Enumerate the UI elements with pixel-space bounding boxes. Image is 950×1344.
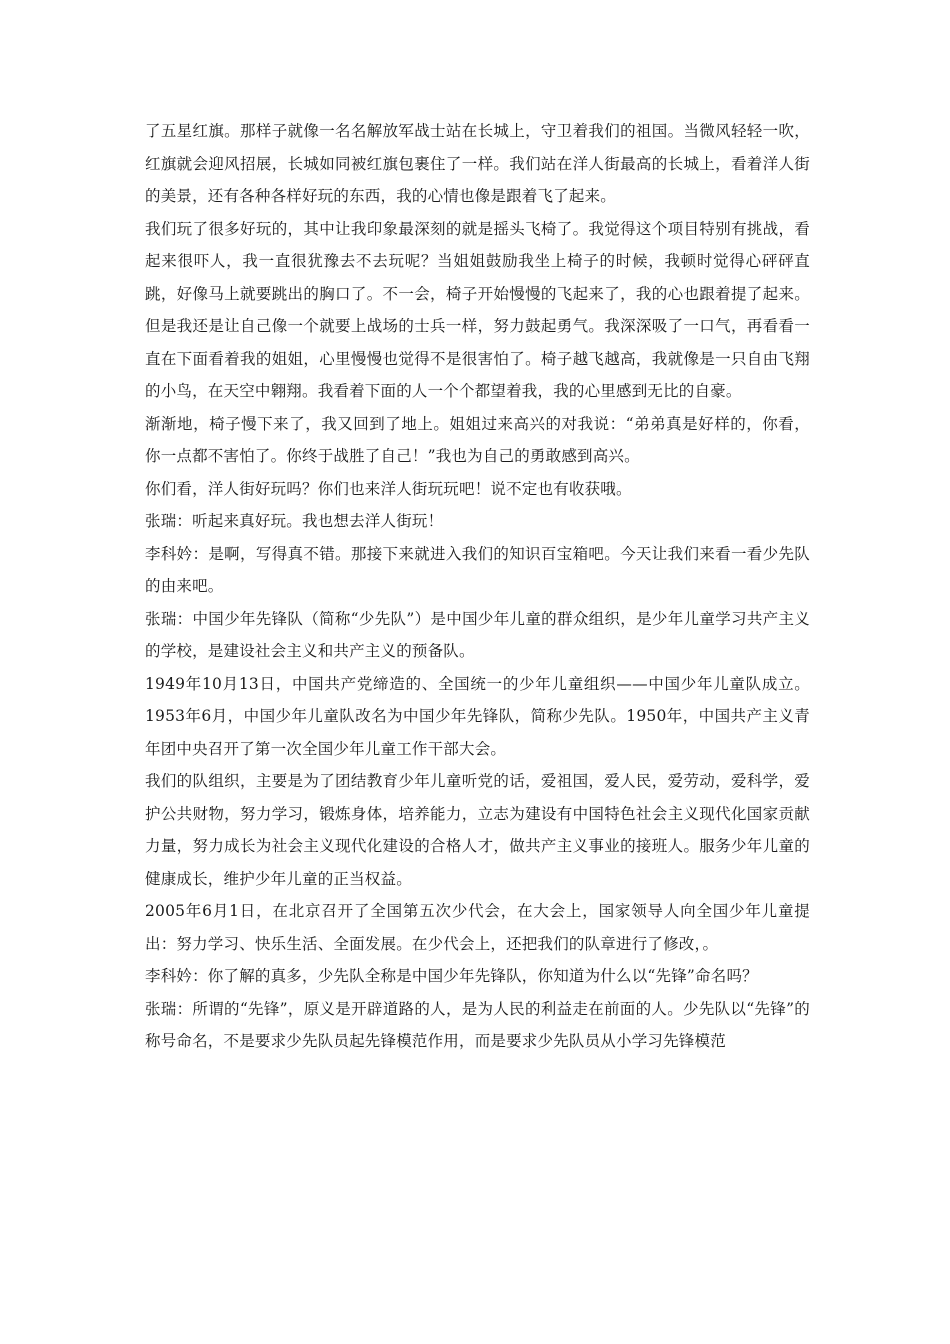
dialogue-line: 张瑞：中国少年先锋队（简称“少先队”）是中国少年儿童的群众组织，是少年儿童学习共产主义的学校，是建设社会主义和共产主义的预备队。: [145, 609, 810, 660]
paragraph: 了五星红旗。那样子就像一名名解放军战士站在长城上，守卫着我们的祖国。当微风轻轻一吹，红旗就会迎风招展，长城如同被红旗包裹住了一样。我们站在洋人街最高的长城上，看着洋人街的美景，还有各种各样好玩的东西，我的心情也像是跟着飞了起来。: [145, 122, 810, 205]
dialogue-line: 李科妗：你了解的真多，少先队全称是中国少年先锋队，你知道为什么以“先锋”命名吗？: [145, 967, 758, 985]
document-body: [145, 115, 810, 1058]
paragraph: 我们玩了很多好玩的，其中让我印象最深刻的就是摇头飞椅了。我觉得这个项目特别有挑战，看起来很吓人，我一直很犹豫去不去玩呢？当姐姐鼓励我坐上椅子的时候，我顿时觉得心砰砰直跳，好像马上就要跳出的胸口了。不一会，椅子开始慢慢的飞起来了，我的心也跟着提了起来。但是我还是让自己像一个就要上战场的士兵一样，努力鼓起勇气。我深深吸了一口气，再看看一直在下面看着我的姐姐，心里慢慢也觉得不是很害怕了。椅子越飞越高，我就像是一只自由飞翔的小鸟，在天空中翱翔。我看着下面的人一个个都望着我，我的心里感到无比的自豪。: [145, 219, 810, 400]
paragraph: 渐渐地，椅子慢下来了，我又回到了地上。姐姐过来高兴的对我说：“弟弟真是好样的，你看，你一点都不害怕了。你终于战胜了自己！”我也为自己的勇敢感到高兴。: [145, 414, 810, 465]
paragraph: 1949年10月13日，中国共产党缔造的、全国统一的少年儿童组织——中国少年儿童队成立。1953年6月，中国少年儿童队改名为中国少年先锋队，简称少先队。1950年，中国共产主义青年团中央召开了第一次全国少年儿童工作干部大会。: [145, 674, 810, 758]
paragraph: 2005年6月1日，在北京召开了全国第五次少代会，在大会上，国家领导人向全国少年儿童提出：努力学习、快乐生活、全面发展。在少代会上，还把我们的队章进行了修改，。: [145, 902, 810, 953]
dialogue-line: 李科妗：是啊，写得真不错。那接下来就进入我们的知识百宝箱吧。今天让我们来看一看少先队的由来吧。: [145, 544, 810, 595]
paragraph: 我们的队组织，主要是为了团结教育少年儿童听党的话，爱祖国，爱人民，爱劳动，爱科学，爱护公共财物，努力学习，锻炼身体，培养能力，立志为建设有中国特色社会主义现代化国家贡献力量，努力成长为社会主义现代化建设的合格人才，做共产主义事业的接班人。服务少年儿童的健康成长，维护少年儿童的正当权益。: [145, 772, 810, 888]
paragraph: 你们看，洋人街好玩吗？你们也来洋人街玩玩吧！说不定也有收获哦。: [145, 479, 632, 498]
dialogue-line: 张瑞：所谓的“先锋”，原义是开辟道路的人，是为人民的利益走在前面的人。少先队以“先锋”的称号命名，不是要求少先队员起先锋模范作用，而是要求少先队员从小学习先锋模范: [145, 999, 810, 1050]
dialogue-line: 张瑞：听起来真好玩。我也想去洋人街玩！: [145, 512, 444, 530]
